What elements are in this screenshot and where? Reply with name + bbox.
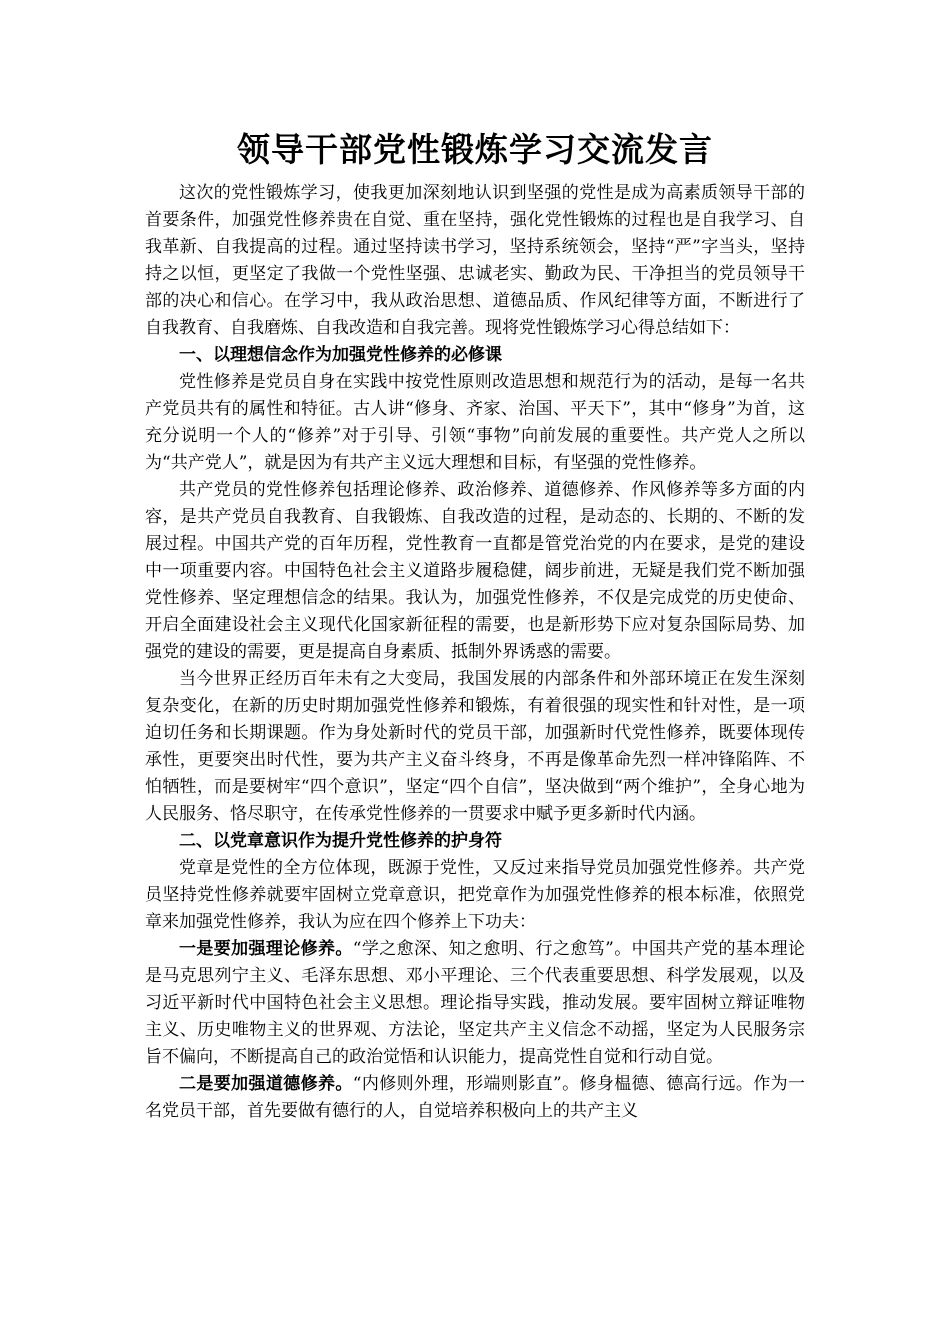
section-1-paragraph-2: 共产党员的党性修养包括理论修养、政治修养、道德修养、作风修养等多方面的内容，是共产党员自我教育、自我锻炼、自我改造的过程，是动态的、长期的、不断的发展过程。中国共产党的百年历程，党性教育一直都是管党治党的内在要求，是党的建设中一项重要内容。中国特色社会主义道路步履稳健，阔步前进，无疑是我们党不断加强党性修养、坚定理想信念的结果。我认为，加强党性修养，不仅是完成党的历史使命、开启全面建设社会主义现代化国家新征程的需要，也是新形势下应对复杂国际局势、加强党的建设的需要，更是提高自身素质、抵制外界诱惑的需要。 [145,480,805,662]
theory-text: “学之愈深、知之愈明、行之愈笃”。中国共产党的基本理论是马克思列宁主义、毛泽东思想、邓小平理论、三个代表重要思想、科学发展观，以及习近平新时代中国特色社会主义思想。理论指导实践，推动发展。要牢固树立辩证唯物主义、历史唯物主义的世界观、方法论，坚定共产主义信念不动摇，坚定为人民服务宗旨不偏向，不断提高自己的政治觉悟和认识能力，提高党性自觉和行动自觉。 [145,939,805,1067]
morality-lead: 二是要加强道德修养。 [179,1074,353,1094]
theory-lead: 一是要加强理论修养。 [179,939,353,959]
document-page [145,128,805,1125]
intro-paragraph: 这次的党性锻炼学习，使我更加深刻地认识到坚强的党性是成为高素质领导干部的首要条件，加强党性修养贵在自觉、重在坚持，强化党性锻炼的过程也是自我学习、自我革新、自我提高的过程。通过坚持读书学习，坚持系统领会，坚持“严”字当头，坚持持之以恒，更坚定了我做一个党性坚强、忠诚老实、勤政为民、干净担当的党员领导干部的决心和信心。在学习中，我从政治思想、道德品质、作风纪律等方面，不断进行了自我教育、自我磨炼、自我改造和自我完善。现将党性锻炼学习心得总结如下： [145,183,805,338]
section-1-paragraph-1: 党性修养是党员自身在实践中按党性原则改造思想和规范行为的活动，是每一名共产党员共有的属性和特征。古人讲“修身、齐家、治国、平天下”，其中“修身”为首，这充分说明一个人的“修养”对于引导、引领“事物”向前发展的重要性。共产党人之所以为“共产党人”，就是因为有共产主义远大理想和目标，有坚强的党性修养。 [145,372,805,473]
section-2-paragraph-3 [145,1071,805,1125]
morality-text: “内修则外理，形端则影直”。修身榅德、德高行远。作为一名党员干部，首先要做有德行的人，自觉培养积极向上的共产主义 [145,1074,805,1121]
section-2-paragraph-2 [145,936,805,1071]
document-title: 领导干部党性锻炼学习交流发言 [237,130,713,169]
section-2-paragraph-1: 党章是党性的全方位体现，既源于党性，又反过来指导党员加强党性修养。共产党员坚持党性修养就要牢固树立党章意识，把党章作为加强党性修养的根本标准，依照党章来加强党性修养，我认为应在四个修养上下功夫： [145,858,805,932]
section-1-paragraph-3: 当今世界正经历百年未有之大变局，我国发展的内部条件和外部环境正在发生深刻复杂变化，在新的历史时期加强党性修养和锻炼，有着很强的现实性和针对性，是一项迫切任务和长期课题。作为身处新时代的党员干部，加强新时代党性修养，既要体现传承性，更要突出时代性，要为共产主义奋斗终身，不再是像革命先烈一样冲锋陷阵、不怕牺牲，而是要树牢“四个意识”，坚定“四个自信”，坚决做到“两个维护”，全身心地为人民服务、恪尽职守，在传承党性修养的一贯要求中赋予更多新时代内涵。 [145,669,805,824]
section-1-heading: 一、以理想信念作为加强党性修养的必修课 [179,345,502,365]
section-2-heading: 二、以党章意识作为提升党性修养的护身符 [179,831,502,851]
